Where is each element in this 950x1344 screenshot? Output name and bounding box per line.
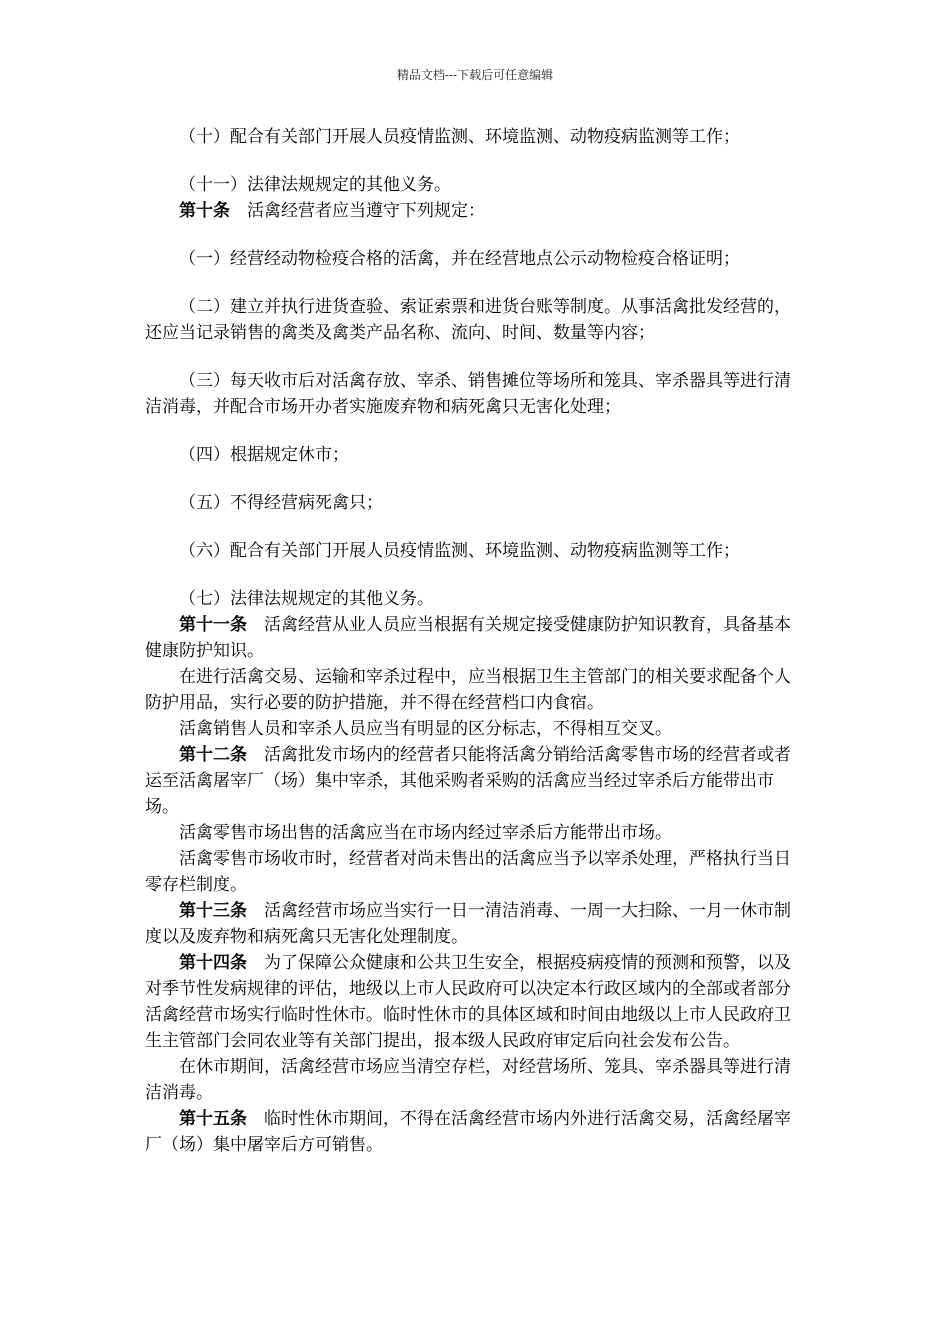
paragraph-text: 活禽零售市场收市时，经营者对尚未售出的活禽应当予以宰杀处理，严格执行当日零存栏制度。 <box>145 849 791 895</box>
article-paragraph <box>145 742 805 820</box>
article-paragraph <box>145 950 805 1054</box>
paragraph <box>145 716 805 742</box>
paragraph-text: 活禽批发市场内的经营者只能将活禽分销给活禽零售市场的经营者或者运至活禽屠宰厂（场）集中宰杀，其他采购者采购的活禽应当经过宰杀后方能带出市场。 <box>145 745 791 817</box>
paragraph-text: 活禽经营市场应当实行一日一清洁消毒、一周一大扫除、一月一休市制度以及废弃物和病死禽只无害化处理制度。 <box>145 901 791 947</box>
article-label: 第十四条 <box>179 953 247 973</box>
paragraph <box>145 820 805 846</box>
article-paragraph <box>145 612 805 664</box>
paragraph-text: 为了保障公众健康和公共卫生安全，根据疫病疫情的预测和预警，以及对季节性发病规律的评估，地级以上市人民政府可以决定本行政区域内的全部或者部分活禽经营市场实行临时性休市。临时性休市的具体区域和时间由地级以上市人民政府卫生主管部门会同农业等有关部门提出，报本级人民政府审定后向社会发布公告。 <box>145 953 791 1051</box>
paragraph-text: （四）根据规定休市； <box>179 445 349 465</box>
paragraph-text: 在休市期间，活禽经营市场应当清空存栏，对经营场所、笼具、宰杀器具等进行清洁消毒。 <box>145 1057 791 1103</box>
paragraph-text: （一）经营经动物检疫合格的活禽，并在经营地点公示动物检疫合格证明； <box>179 249 740 269</box>
paragraph-text: （七）法律法规规定的其他义务。 <box>179 589 434 609</box>
paragraph <box>145 124 805 150</box>
paragraph-text: （五）不得经营病死禽只； <box>179 493 383 513</box>
paragraph <box>145 294 805 346</box>
article-label: 第十五条 <box>179 1109 247 1129</box>
paragraph <box>145 538 805 564</box>
paragraph-text: 活禽经营从业人员应当根据有关规定接受健康防护知识教育，具备基本健康防护知识。 <box>145 615 791 661</box>
article-paragraph <box>145 898 805 950</box>
paragraph-text: 活禽零售市场出售的活禽应当在市场内经过宰杀后方能带出市场。 <box>179 823 672 843</box>
paragraph <box>145 442 805 468</box>
paragraph-text: （十一）法律法规规定的其他义务。 <box>179 175 451 195</box>
paragraph <box>145 246 805 272</box>
paragraph-text: 在进行活禽交易、运输和宰杀过程中，应当根据卫生主管部门的相关要求配备个人防护用品，实行必要的防护措施，并不得在经营档口内食宿。 <box>145 667 791 713</box>
paragraph-text: （六）配合有关部门开展人员疫情监测、环境监测、动物疫病监测等工作； <box>179 541 740 561</box>
paragraph <box>145 172 805 198</box>
paragraph <box>145 490 805 516</box>
paragraph-text: 临时性休市期间，不得在活禽经营市场内外进行活禽交易，活禽经屠宰厂（场）集中屠宰后方可销售。 <box>145 1109 791 1155</box>
paragraph-text: （三）每天收市后对活禽存放、宰杀、销售摊位等场所和笼具、宰杀器具等进行清洁消毒，并配合市场开办者实施废弃物和病死禽只无害化处理； <box>145 371 791 417</box>
document-body <box>145 124 805 1158</box>
paragraph <box>145 368 805 420</box>
article-paragraph <box>145 198 805 224</box>
article-paragraph <box>145 1106 805 1158</box>
paragraph <box>145 586 805 612</box>
paragraph-text: （二）建立并执行进货查验、索证索票和进货台账等制度。从事活禽批发经营的，还应当记录销售的禽类及禽类产品名称、流向、时间、数量等内容； <box>145 297 791 343</box>
article-label: 第十一条 <box>179 615 247 635</box>
paragraph-text: 活禽经营者应当遵守下列规定： <box>247 201 485 221</box>
paragraph-text: 活禽销售人员和宰杀人员应当有明显的区分标志，不得相互交叉。 <box>179 719 672 739</box>
page-header: 精品文档---下载后可任意编辑 <box>396 68 554 82</box>
paragraph <box>145 1054 805 1106</box>
article-label: 第十三条 <box>179 901 247 921</box>
article-label: 第十二条 <box>179 745 247 765</box>
paragraph <box>145 846 805 898</box>
paragraph <box>145 664 805 716</box>
paragraph-text: （十）配合有关部门开展人员疫情监测、环境监测、动物疫病监测等工作； <box>179 127 740 147</box>
article-label: 第十条 <box>179 201 230 221</box>
